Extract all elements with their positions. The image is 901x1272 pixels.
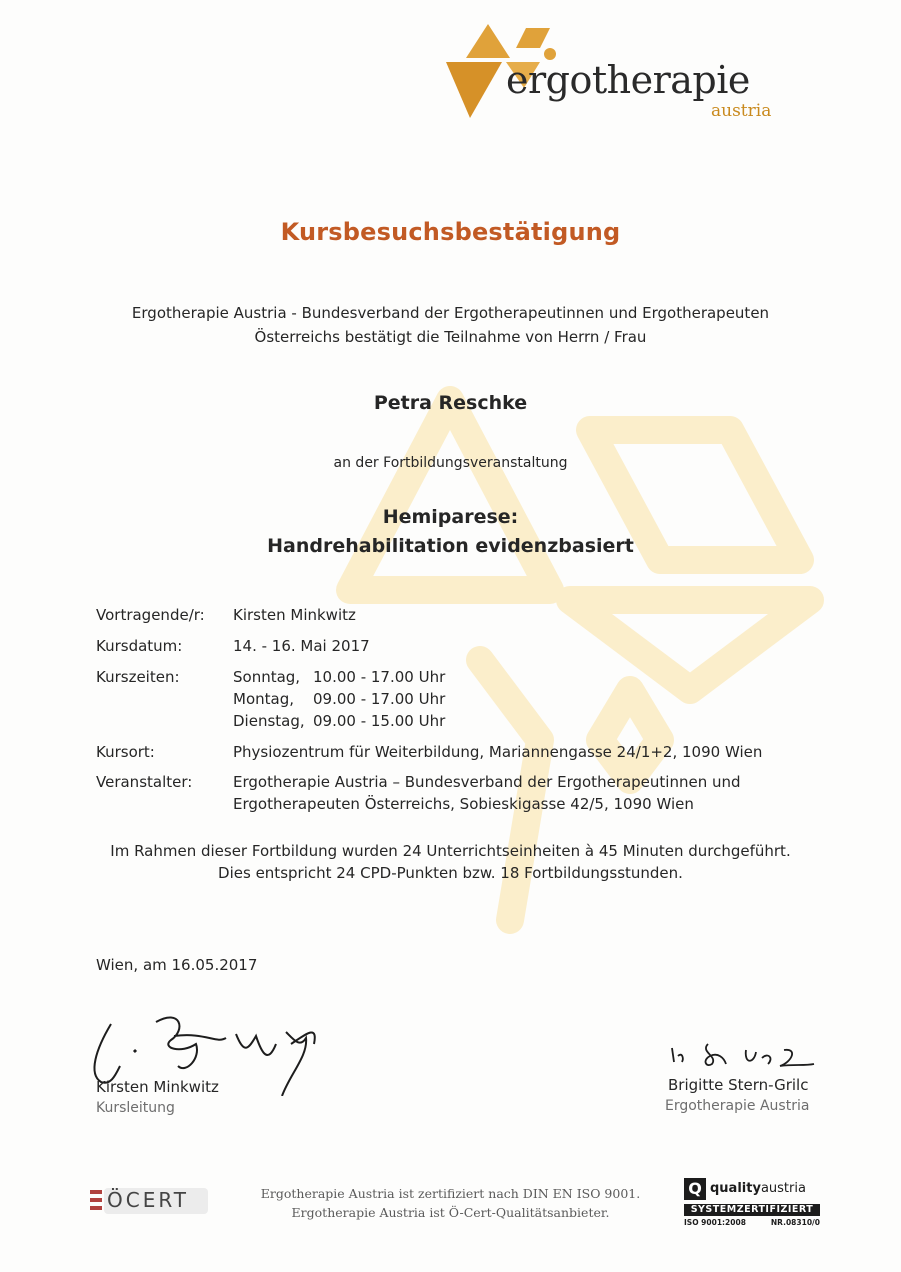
- quality-austria-q-icon: Q: [684, 1178, 706, 1200]
- date-value: 14. - 16. Mai 2017: [233, 637, 370, 655]
- certification-line-2: Ergotherapie Austria ist Ö-Cert-Qualitätsanbieter.: [291, 1205, 610, 1220]
- quality-austria-bar: SYSTEMZERTIFIZIERT: [684, 1204, 820, 1216]
- intro-line-2: Österreichs bestätigt die Teilnahme von Herrn / Frau: [254, 328, 647, 346]
- location-label: Kursort:: [96, 743, 155, 761]
- oecert-text: ÖCERT: [107, 1188, 190, 1212]
- signature-right-name: Brigitte Stern-Grilc: [668, 1076, 809, 1094]
- summary-line-2: Dies entspricht 24 CPD-Punkten bzw. 18 Fortbildungsstunden.: [218, 864, 683, 882]
- times-day-2: Montag,: [233, 690, 294, 708]
- organizer-line-1: Ergotherapie Austria – Bundesverband der Ergotherapeutinnen und: [233, 773, 741, 791]
- certification-line-1: Ergotherapie Austria ist zertifiziert nach DIN EN ISO 9001.: [260, 1186, 641, 1201]
- intro-line-1: Ergotherapie Austria - Bundesverband der Ergotherapeutinnen und Ergotherapeuten: [131, 304, 770, 322]
- times-time-3: 09.00 - 15.00 Uhr: [313, 712, 446, 730]
- quality-austria-iso: ISO 9001:2008: [684, 1218, 746, 1227]
- times-day-3: Dienstag,: [233, 712, 305, 730]
- logo-wordmark: ergotherapie: [506, 58, 750, 102]
- speaker-value: Kirsten Minkwitz: [233, 606, 356, 624]
- signature-left-role: Kursleitung: [96, 1100, 175, 1116]
- times-time-2: 09.00 - 17.00 Uhr: [313, 690, 446, 708]
- quality-austria-label-bold: quality: [710, 1181, 761, 1196]
- quality-austria-label-rest: austria: [760, 1181, 806, 1196]
- course-title-line-1: Hemiparese:: [382, 506, 519, 528]
- participant-name: Petra Reschke: [373, 392, 528, 414]
- quality-austria-logo: [684, 1178, 820, 1230]
- times-day-1: Sonntag,: [233, 668, 301, 686]
- organizer-label: Veranstalter:: [96, 773, 193, 791]
- event-intro: an der Fortbildungsveranstaltung: [333, 455, 568, 471]
- organizer-line-2: Ergotherapeuten Österreichs, Sobieskigasse 42/5, 1090 Wien: [233, 795, 694, 813]
- signature-right-role: Ergotherapie Austria: [665, 1098, 810, 1114]
- summary-line-1: Im Rahmen dieser Fortbildung wurden 24 Unterrichtseinheiten à 45 Minuten durchgeführt.: [110, 842, 791, 860]
- quality-austria-nr: NR.08310/0: [770, 1218, 820, 1227]
- date-label: Kursdatum:: [96, 637, 183, 655]
- course-title-line-2: Handrehabilitation evidenzbasiert: [267, 535, 634, 557]
- logo-subtitle: austria: [711, 101, 772, 121]
- location-value: Physiozentrum für Weiterbildung, Mariannengasse 24/1+2, 1090 Wien: [233, 743, 763, 761]
- quality-austria-label: [710, 1181, 806, 1196]
- times-time-1: 10.00 - 17.00 Uhr: [313, 668, 446, 686]
- times-label: Kurszeiten:: [96, 668, 180, 686]
- document-title: Kursbesuchsbestätigung: [280, 218, 621, 246]
- speaker-label: Vortragende/r:: [96, 606, 205, 624]
- signature-right-icon: [648, 1038, 828, 1074]
- place-date: Wien, am 16.05.2017: [96, 956, 258, 974]
- signature-left-name: Kirsten Minkwitz: [96, 1078, 219, 1096]
